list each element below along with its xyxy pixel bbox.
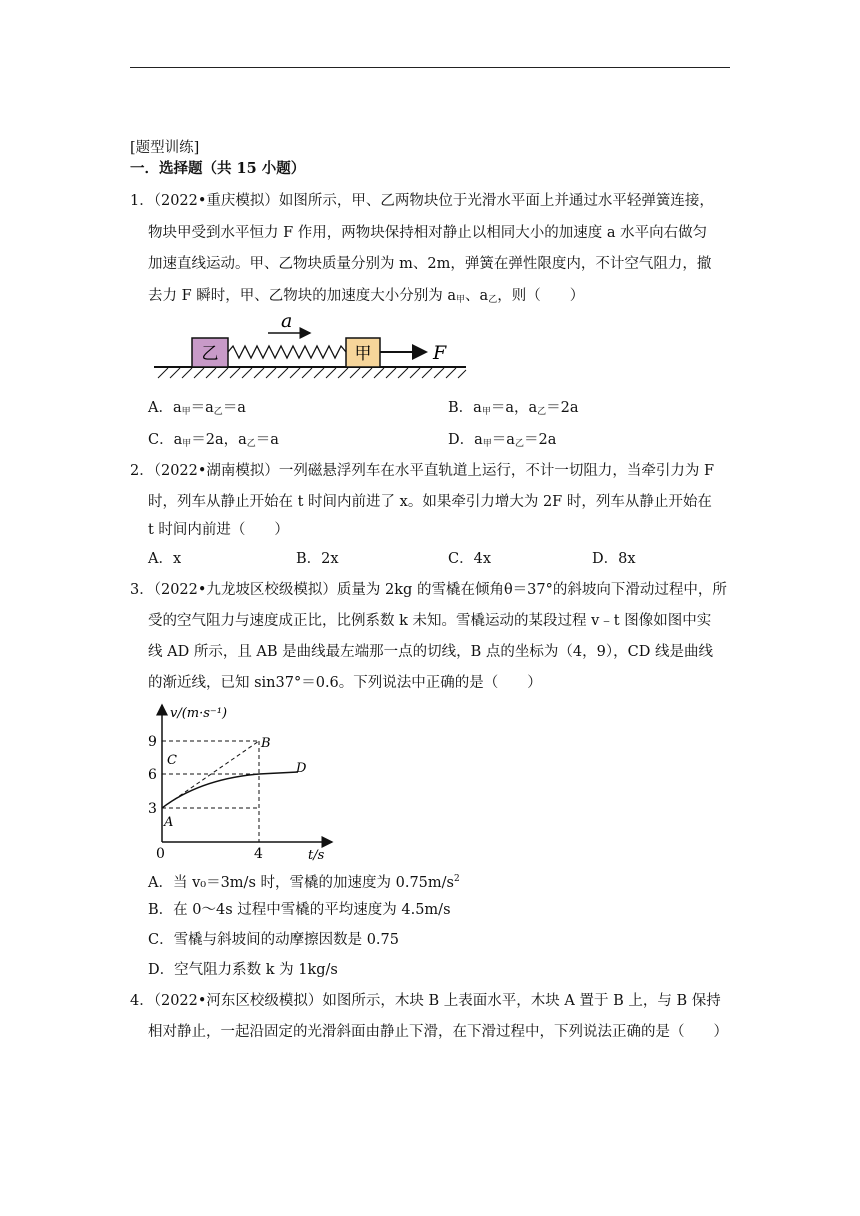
q1-line3: 加速直线运动。甲、乙物块质量分别为 m、2m，弹簧在弹性限度内，不计空气阻力，撤	[148, 256, 712, 272]
force-label: F	[433, 342, 447, 364]
q3-option-c[interactable]: C．雪橇与斜坡间的动摩擦因数是 0.75	[148, 932, 399, 948]
q3-line4: 的渐近线，已知 sin37°＝0.6。下列说法中正确的是（ ）	[148, 675, 542, 691]
y-tick-6: 6	[148, 767, 157, 783]
block-yi-label: 乙	[201, 344, 219, 364]
y-axis-label: v/(m·s⁻¹)	[170, 706, 228, 721]
q3-line1: 3．（2022•九龙坡区校级模拟）质量为 2kg 的雪橇在倾角θ＝37°的斜坡向下滑动过程中，所	[130, 582, 727, 598]
q1-option-a[interactable]: A．$a_甲=a_乙=a$	[148, 400, 246, 417]
q1-option-c[interactable]: C．$a_甲=2a$，$a_乙=a$	[148, 432, 279, 449]
q2-line1: 2．（2022•湖南模拟）一列磁悬浮列车在水平直轨道上运行，不计一切阻力，当牵引力为 F	[130, 463, 715, 479]
q1-figure	[150, 306, 470, 386]
q1-line1: 1．（2022•重庆模拟）如图所示，甲、乙两物块位于光滑水平面上并通过水平轻弹簧连接，	[130, 193, 714, 209]
q4-line2: 相对静止，一起沿固定的光滑斜面由静止下滑，在下滑过程中，下列说法正确的是（ ）	[148, 1024, 728, 1040]
q3-option-d[interactable]: D．空气阻力系数 k 为 1kg/s	[148, 962, 338, 978]
accel-label: a	[281, 310, 293, 332]
x-tick-4: 4	[254, 846, 263, 862]
ground-hatch	[158, 368, 466, 378]
q3-option-a[interactable]: A．当 v₀＝3m/s 时，雪橇的加速度为 $0.75m/s^2$	[148, 874, 460, 891]
q1-option-d[interactable]: D．$a_甲=a_乙=2a$	[448, 432, 557, 449]
block-jia-label: 甲	[354, 344, 372, 364]
point-d-label: D	[296, 761, 307, 776]
section-tag: [题型训练]	[130, 140, 200, 156]
point-b-label: B	[261, 736, 271, 751]
q2-option-b[interactable]: B．2x	[296, 551, 339, 567]
header-rule	[130, 67, 730, 68]
q2-line2: 时，列车从静止开始在 t 时间内前进了 x。如果牵引力增大为 2F 时，列车从静止开始在	[148, 494, 712, 510]
q2-option-c[interactable]: C．4x	[448, 551, 491, 567]
curve-AD	[162, 772, 298, 808]
point-a-label: A	[164, 815, 174, 830]
q1-line4: 去力 F 瞬时，甲、乙物块的加速度大小分别为 $a_甲$、$a_乙$，则（ ）	[148, 288, 585, 305]
section-title: 一．选择题（共 15 小题）	[130, 160, 306, 177]
q3-line2: 受的空气阻力与速度成正比，比例系数 k 未知。雪橇运动的某段过程 v﹣t 图像如图中实	[148, 613, 712, 629]
spring	[228, 346, 346, 358]
y-tick-9: 9	[148, 734, 157, 750]
q1-option-b[interactable]: B．$a_甲=a$，$a_乙=2a$	[448, 400, 579, 417]
q2-option-a[interactable]: A．x	[148, 551, 182, 567]
x-axis-label: t/s	[308, 848, 325, 863]
q3-option-b[interactable]: B．在 0～4s 过程中雪橇的平均速度为 4.5m/s	[148, 902, 451, 918]
point-c-label: C	[167, 753, 177, 768]
q2-line3: t 时间内前进（ ）	[148, 522, 289, 538]
q3-line3: 线 AD 所示，且 AB 是曲线最左端那一点的切线，B 点的坐标为（4，9），CD 线是曲线	[148, 644, 713, 660]
origin-label: 0	[156, 846, 165, 862]
y-tick-3: 3	[148, 801, 157, 817]
q2-option-d[interactable]: D．8x	[592, 551, 636, 567]
q1-line2: 物块甲受到水平恒力 F 作用，两物块保持相对静止以相同大小的加速度 a 水平向右做匀	[148, 225, 708, 241]
vt-graph	[140, 700, 350, 865]
q4-line1: 4．（2022•河东区校级模拟）如图所示，木块 B 上表面水平，木块 A 置于 B 上，与 B 保持	[130, 993, 721, 1009]
